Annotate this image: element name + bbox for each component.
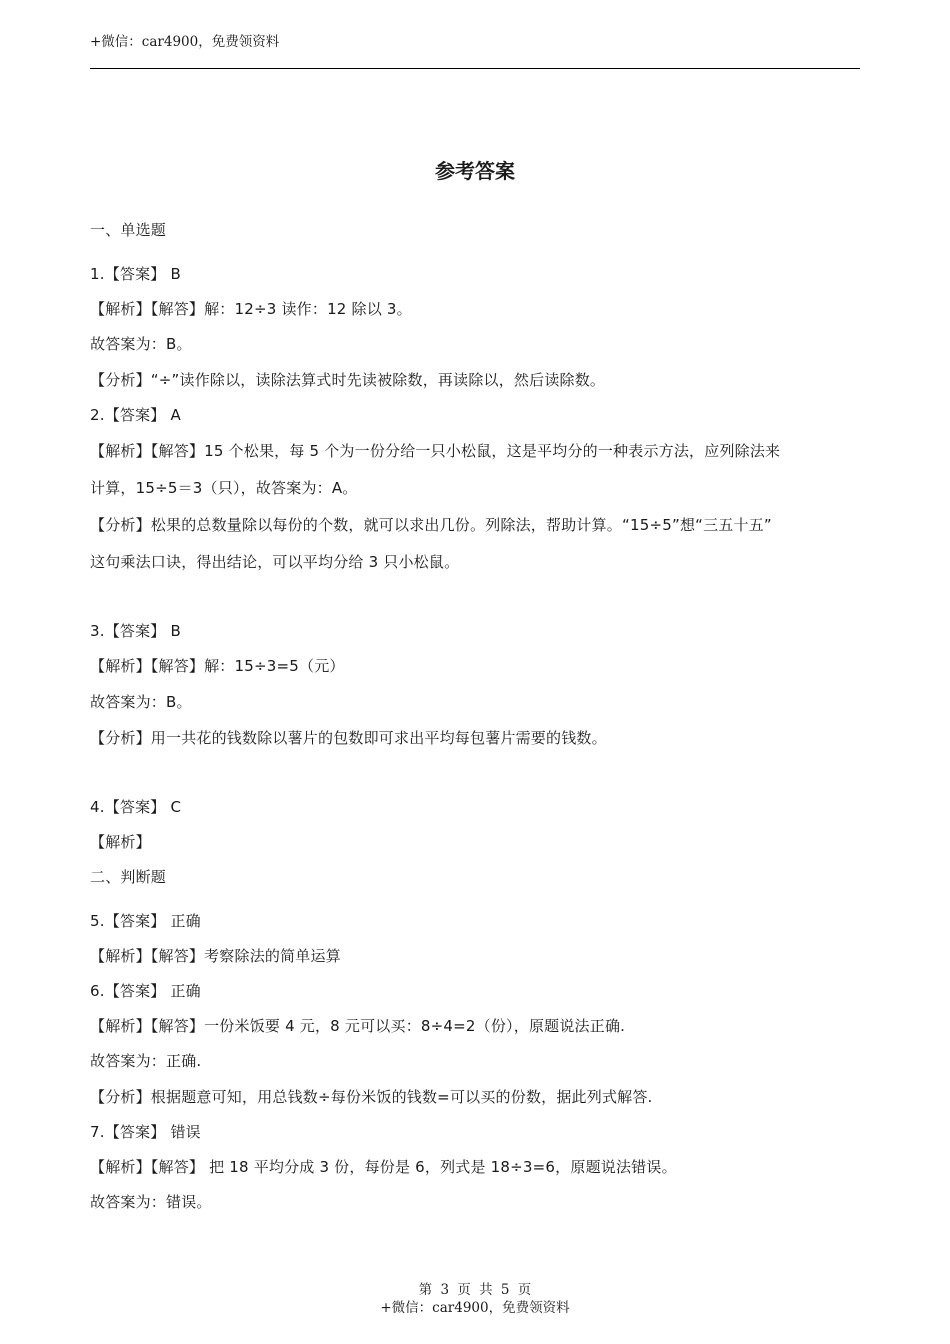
page-number: 第 3 页 共 5 页 bbox=[418, 1282, 532, 1298]
answer-line-q6: 6.【答案】 正确 bbox=[90, 982, 201, 1000]
answer-line-q4: 4.【答案】 C bbox=[90, 798, 182, 816]
explanation-line: 【解析】【解答】一份米饭要 4 元，8 元可以买：8÷4=2（份），原题说法正确. bbox=[90, 1017, 626, 1035]
footer-note: +微信：car4900，免费领资料 bbox=[380, 1300, 570, 1316]
explanation-line: 【解析】 bbox=[90, 833, 151, 851]
answer-line-q7: 7.【答案】 错误 bbox=[90, 1123, 201, 1141]
explanation-line: 【解析】【解答】解：12÷3 读作：12 除以 3。 bbox=[90, 300, 412, 318]
answer-line-q1: 1.【答案】 B bbox=[90, 265, 181, 283]
conclusion-line: 故答案为：B。 bbox=[90, 335, 192, 353]
explanation-line: 【解析】【解答】15 个松果，每 5 个为一份分给一只小松鼠，这是平均分的一种表示方法，应列除法来 bbox=[90, 442, 781, 460]
answer-line-q2: 2.【答案】 A bbox=[90, 406, 181, 424]
analysis-line: 【分析】用一共花的钱数除以薯片的包数即可求出平均每包薯片需要的钱数。 bbox=[90, 729, 607, 747]
answer-line-q5: 5.【答案】 正确 bbox=[90, 912, 201, 930]
explanation-line: 【解析】【解答】解：15÷3=5（元） bbox=[90, 657, 345, 675]
analysis-line: 【分析】“÷”读作除以，读除法算式时先读被除数，再读除以，然后读除数。 bbox=[90, 371, 606, 389]
conclusion-line: 故答案为：错误。 bbox=[90, 1193, 212, 1211]
section-heading-true-false: 二、判断题 bbox=[90, 868, 167, 886]
explanation-line-continued: 计算，15÷5＝3（只），故答案为：A。 bbox=[90, 479, 358, 497]
answer-line-q3: 3.【答案】 B bbox=[90, 622, 181, 640]
conclusion-line: 故答案为：B。 bbox=[90, 693, 192, 711]
analysis-line: 【分析】松果的总数量除以每份的个数，就可以求出几份。列除法，帮助计算。“15÷5”想“三五十五” bbox=[90, 516, 772, 534]
page-title: 参考答案 bbox=[435, 159, 515, 183]
conclusion-line: 故答案为：正确. bbox=[90, 1052, 202, 1070]
explanation-line: 【解析】【解答】 把 18 平均分成 3 份，每份是 6，列式是 18÷3=6，原题说法错误。 bbox=[90, 1158, 677, 1176]
section-heading-single-choice: 一、单选题 bbox=[90, 221, 167, 239]
header-divider bbox=[90, 68, 860, 69]
analysis-line: 【分析】根据题意可知，用总钱数÷每份米饭的钱数=可以买的份数，据此列式解答. bbox=[90, 1088, 653, 1106]
header-note: +微信：car4900，免费领资料 bbox=[90, 34, 280, 50]
explanation-line: 【解析】【解答】考察除法的简单运算 bbox=[90, 947, 341, 965]
analysis-line-continued: 这句乘法口诀，得出结论，可以平均分给 3 只小松鼠。 bbox=[90, 553, 460, 571]
